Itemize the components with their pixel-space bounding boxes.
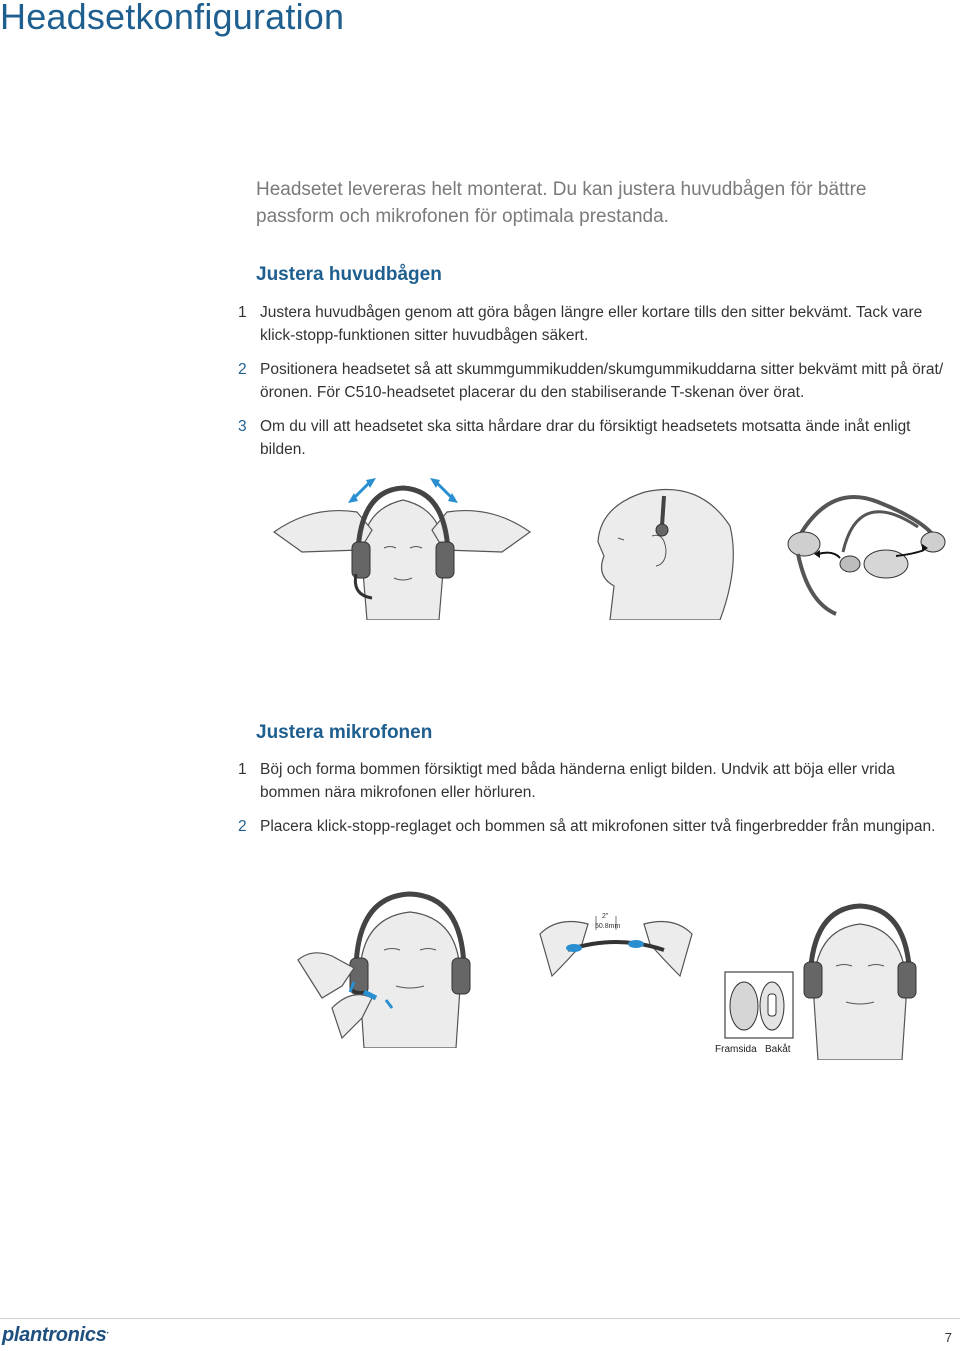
measurement-mm: 50.8mm <box>595 923 621 930</box>
step-number: 1 <box>238 761 247 778</box>
logo-text: plantronics <box>2 1324 107 1346</box>
step-text: Placera klick-stopp-reglaget och bommen så att mikrofonen sitter två fingerbredder från mungipan. <box>260 818 936 835</box>
label-back: Bakåt <box>765 1044 791 1055</box>
logo-mark: . <box>106 1325 109 1337</box>
section-heading-microphone: Justera mikrofonen <box>256 722 433 743</box>
step-text: Justera huvudbågen genom att göra bågen längre eller kortare tills den sitter bekvämt. Tack vare klick-stopp-funktionen sitter huvudbågen säkert. <box>260 304 923 344</box>
step-text: Positionera headsetet så att skummgummikudden/skumgummikuddarna sitter bekvämt mitt på örat/öronen. För C510-headsetet placerar du den stabiliserande T-skenan över örat. <box>260 361 944 401</box>
section-heading-headband: Justera huvudbågen <box>256 264 442 285</box>
footer-divider <box>0 1318 960 1319</box>
step-headband-3 <box>238 415 950 461</box>
headset-illustration <box>778 492 948 622</box>
step-mic-1 <box>238 758 950 804</box>
step-number: 2 <box>238 818 247 835</box>
boom-bend-hands-illustration <box>538 910 694 990</box>
side-profile-illustration <box>590 486 740 620</box>
step-number: 1 <box>238 304 247 321</box>
page-title: Headsetkonfiguration <box>0 0 345 37</box>
step-text: Böj och forma bommen försiktigt med båda händerna enligt bilden. Undvik att böja eller vrida bommen nära mikrofonen eller hörluren. <box>260 761 895 801</box>
measurement-inch: 2" <box>602 913 609 920</box>
headband-adjust-illustration <box>272 470 534 620</box>
label-front: Framsida <box>715 1044 757 1055</box>
step-number: 3 <box>238 418 247 435</box>
plantronics-logo <box>2 1324 109 1347</box>
page-number: 7 <box>944 1330 952 1345</box>
intro-text: Headsetet levereras helt monterat. Du kan justera huvudbågen för bättre passform och mikrofonen för optimala prestanda. <box>256 179 867 227</box>
step-mic-2 <box>238 815 950 838</box>
boom-bend-on-head-illustration <box>292 888 478 1048</box>
step-number: 2 <box>238 361 247 378</box>
step-text: Om du vill att headsetet ska sitta hårdare drar du försiktigt headsetets motsatta ände inåt enligt bilden. <box>260 418 911 458</box>
step-headband-1 <box>238 301 950 347</box>
step-headband-2 <box>238 358 950 404</box>
mic-position-illustration <box>700 900 930 1060</box>
